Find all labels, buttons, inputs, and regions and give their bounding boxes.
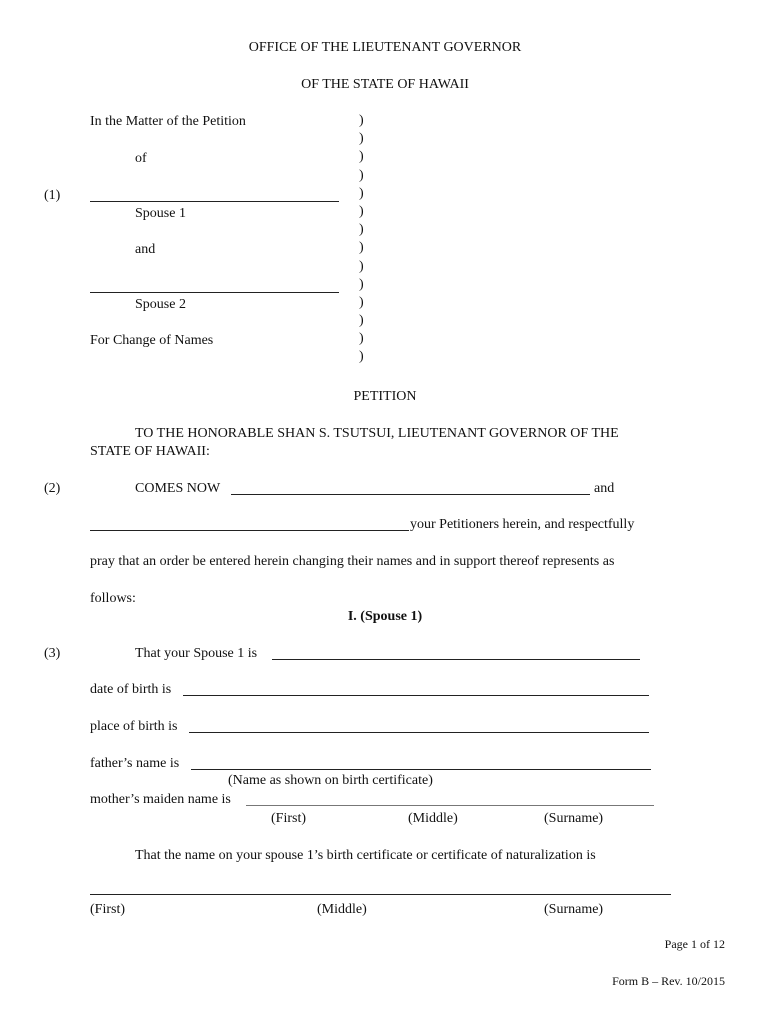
birth-cert-name-field[interactable] [90,894,671,895]
paren: ) [359,149,364,165]
paren: ) [359,131,364,147]
label-surname: (Surname) [544,811,604,826]
paren: ) [359,294,364,310]
section-heading-spouse1: I. (Spouse 1) [347,609,423,624]
petition-title: PETITION [353,389,417,404]
paren: ) [359,222,364,238]
item-number-2: (2) [44,481,61,496]
petition-address-line2: STATE OF HAWAII: [90,444,210,459]
paren: ) [359,203,364,219]
label-middle: (Middle) [317,902,367,917]
paren: ) [359,185,364,201]
paren: ) [359,313,364,329]
comes-now-label: COMES NOW [135,481,221,496]
label-first: (First) [271,811,306,826]
caption-spouse1-label: Spouse 1 [135,206,186,221]
petitioners-text: your Petitioners herein, and respectfully [410,517,635,532]
petitioner2-field[interactable] [90,530,409,531]
name-as-shown-note: (Name as shown on birth certificate) [228,773,433,788]
paren: ) [359,331,364,347]
pob-label: place of birth is [90,719,178,734]
caption-spouse2-label: Spouse 2 [135,297,186,312]
paren: ) [359,349,364,365]
paren: ) [359,113,364,128]
label-surname: (Surname) [544,902,604,917]
spouse1-is-field[interactable] [272,659,640,660]
dob-label: date of birth is [90,682,172,697]
caption-bracket [359,112,371,367]
header-title: OFFICE OF THE LIEUTENANT GOVERNOR [248,40,522,55]
comes-now-and: and [594,481,615,496]
header-subtitle: OF THE STATE OF HAWAII [301,77,469,92]
spouse1-is-label: That your Spouse 1 is [135,646,258,661]
mother-field[interactable] [246,805,654,806]
pob-field[interactable] [189,732,649,733]
label-middle: (Middle) [408,811,458,826]
paren: ) [359,240,364,256]
caption-of: of [135,151,147,166]
paren: ) [359,276,364,292]
pray-text: pray that an order be entered herein changing their names and in support thereof represents as [90,554,615,569]
dob-field[interactable] [183,695,649,696]
birth-cert-text: That the name on your spouse 1’s birth certificate or certificate of naturalization is [135,848,596,863]
label-first: (First) [90,902,125,917]
caption-and: and [135,242,156,257]
spouse2-name-field[interactable] [90,292,339,293]
paren: ) [359,167,364,183]
mother-label: mother’s maiden name is [90,792,231,807]
father-label: father’s name is [90,756,180,771]
spouse1-name-field[interactable] [90,201,339,202]
caption-matter: In the Matter of the Petition [90,114,246,129]
father-field[interactable] [191,769,651,770]
petition-address-line1: TO THE HONORABLE SHAN S. TSUTSUI, LIEUTENANT GOVERNOR OF THE [135,426,619,441]
petitioner1-field[interactable] [231,494,590,495]
caption-change-of-names: For Change of Names [90,333,214,348]
follows-text: follows: [90,591,136,606]
item-number-3: (3) [44,646,61,661]
paren: ) [359,258,364,274]
item-number-1: (1) [44,188,61,203]
form-revision: Form B – Rev. 10/2015 [612,974,725,988]
page-number: Page 1 of 12 [664,937,725,951]
